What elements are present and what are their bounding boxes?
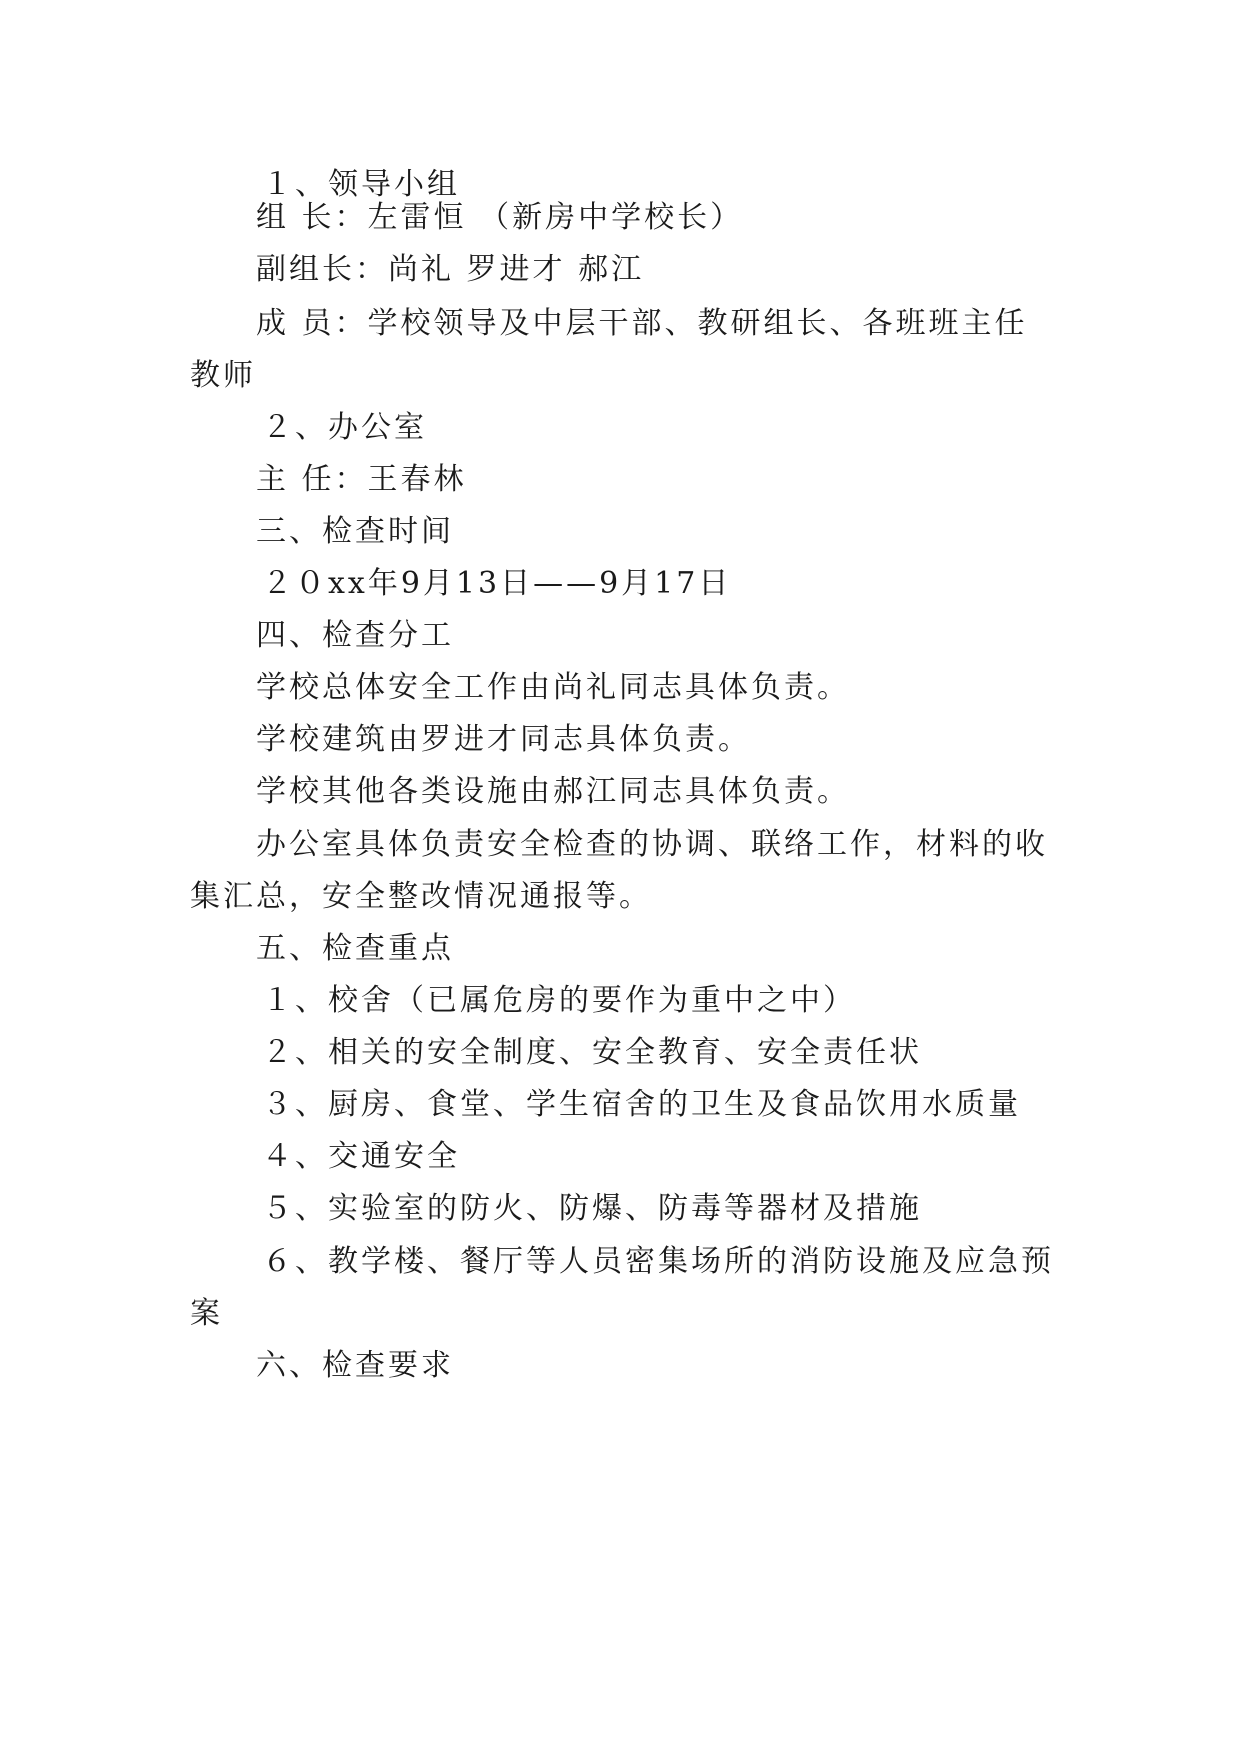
text-line: ５、实验室的防火、防爆、防毒等器材及措施: [262, 1191, 922, 1226]
text-line: １、校舍（已属危房的要作为重中之中）: [262, 983, 856, 1018]
text-line: 集汇总，安全整改情况通报等。: [190, 879, 652, 914]
text-line: 六、检查要求: [256, 1348, 454, 1383]
text-line: 学校其他各类设施由郝江同志具体负责。: [256, 774, 850, 809]
text-line: 主 任：王春林: [256, 462, 467, 497]
text-line: 成 员：学校领导及中层干部、教研组长、各班班主任: [256, 306, 1028, 341]
text-line: ６、教学楼、餐厅等人员密集场所的消防设施及应急预: [262, 1244, 1054, 1279]
text-line: 组 长：左雷恒 （新房中学校长）: [256, 200, 744, 235]
text-line: 五、检查重点: [256, 931, 454, 966]
text-line: 学校建筑由罗进才同志具体负责。: [256, 722, 751, 757]
text-line: ２０xx年9月13日——9月17日: [262, 566, 732, 601]
text-line: 案: [190, 1296, 223, 1331]
text-line: 副组长：尚礼 罗进才 郝江: [256, 252, 645, 287]
text-line: ２、相关的安全制度、安全教育、安全责任状: [262, 1035, 922, 1070]
text-line: ４、交通安全: [262, 1139, 460, 1174]
text-line: ２、办公室: [262, 410, 427, 445]
text-line: １、领导小组: [262, 167, 460, 202]
text-line: 学校总体安全工作由尚礼同志具体负责。: [256, 670, 850, 705]
text-line: 教师: [190, 358, 256, 393]
text-line: 办公室具体负责安全检查的协调、联络工作，材料的收: [256, 827, 1048, 862]
text-line: 四、检查分工: [256, 618, 454, 653]
text-line: ３、厨房、食堂、学生宿舍的卫生及食品饮用水质量: [262, 1087, 1021, 1122]
text-line: 三、检查时间: [256, 514, 454, 549]
